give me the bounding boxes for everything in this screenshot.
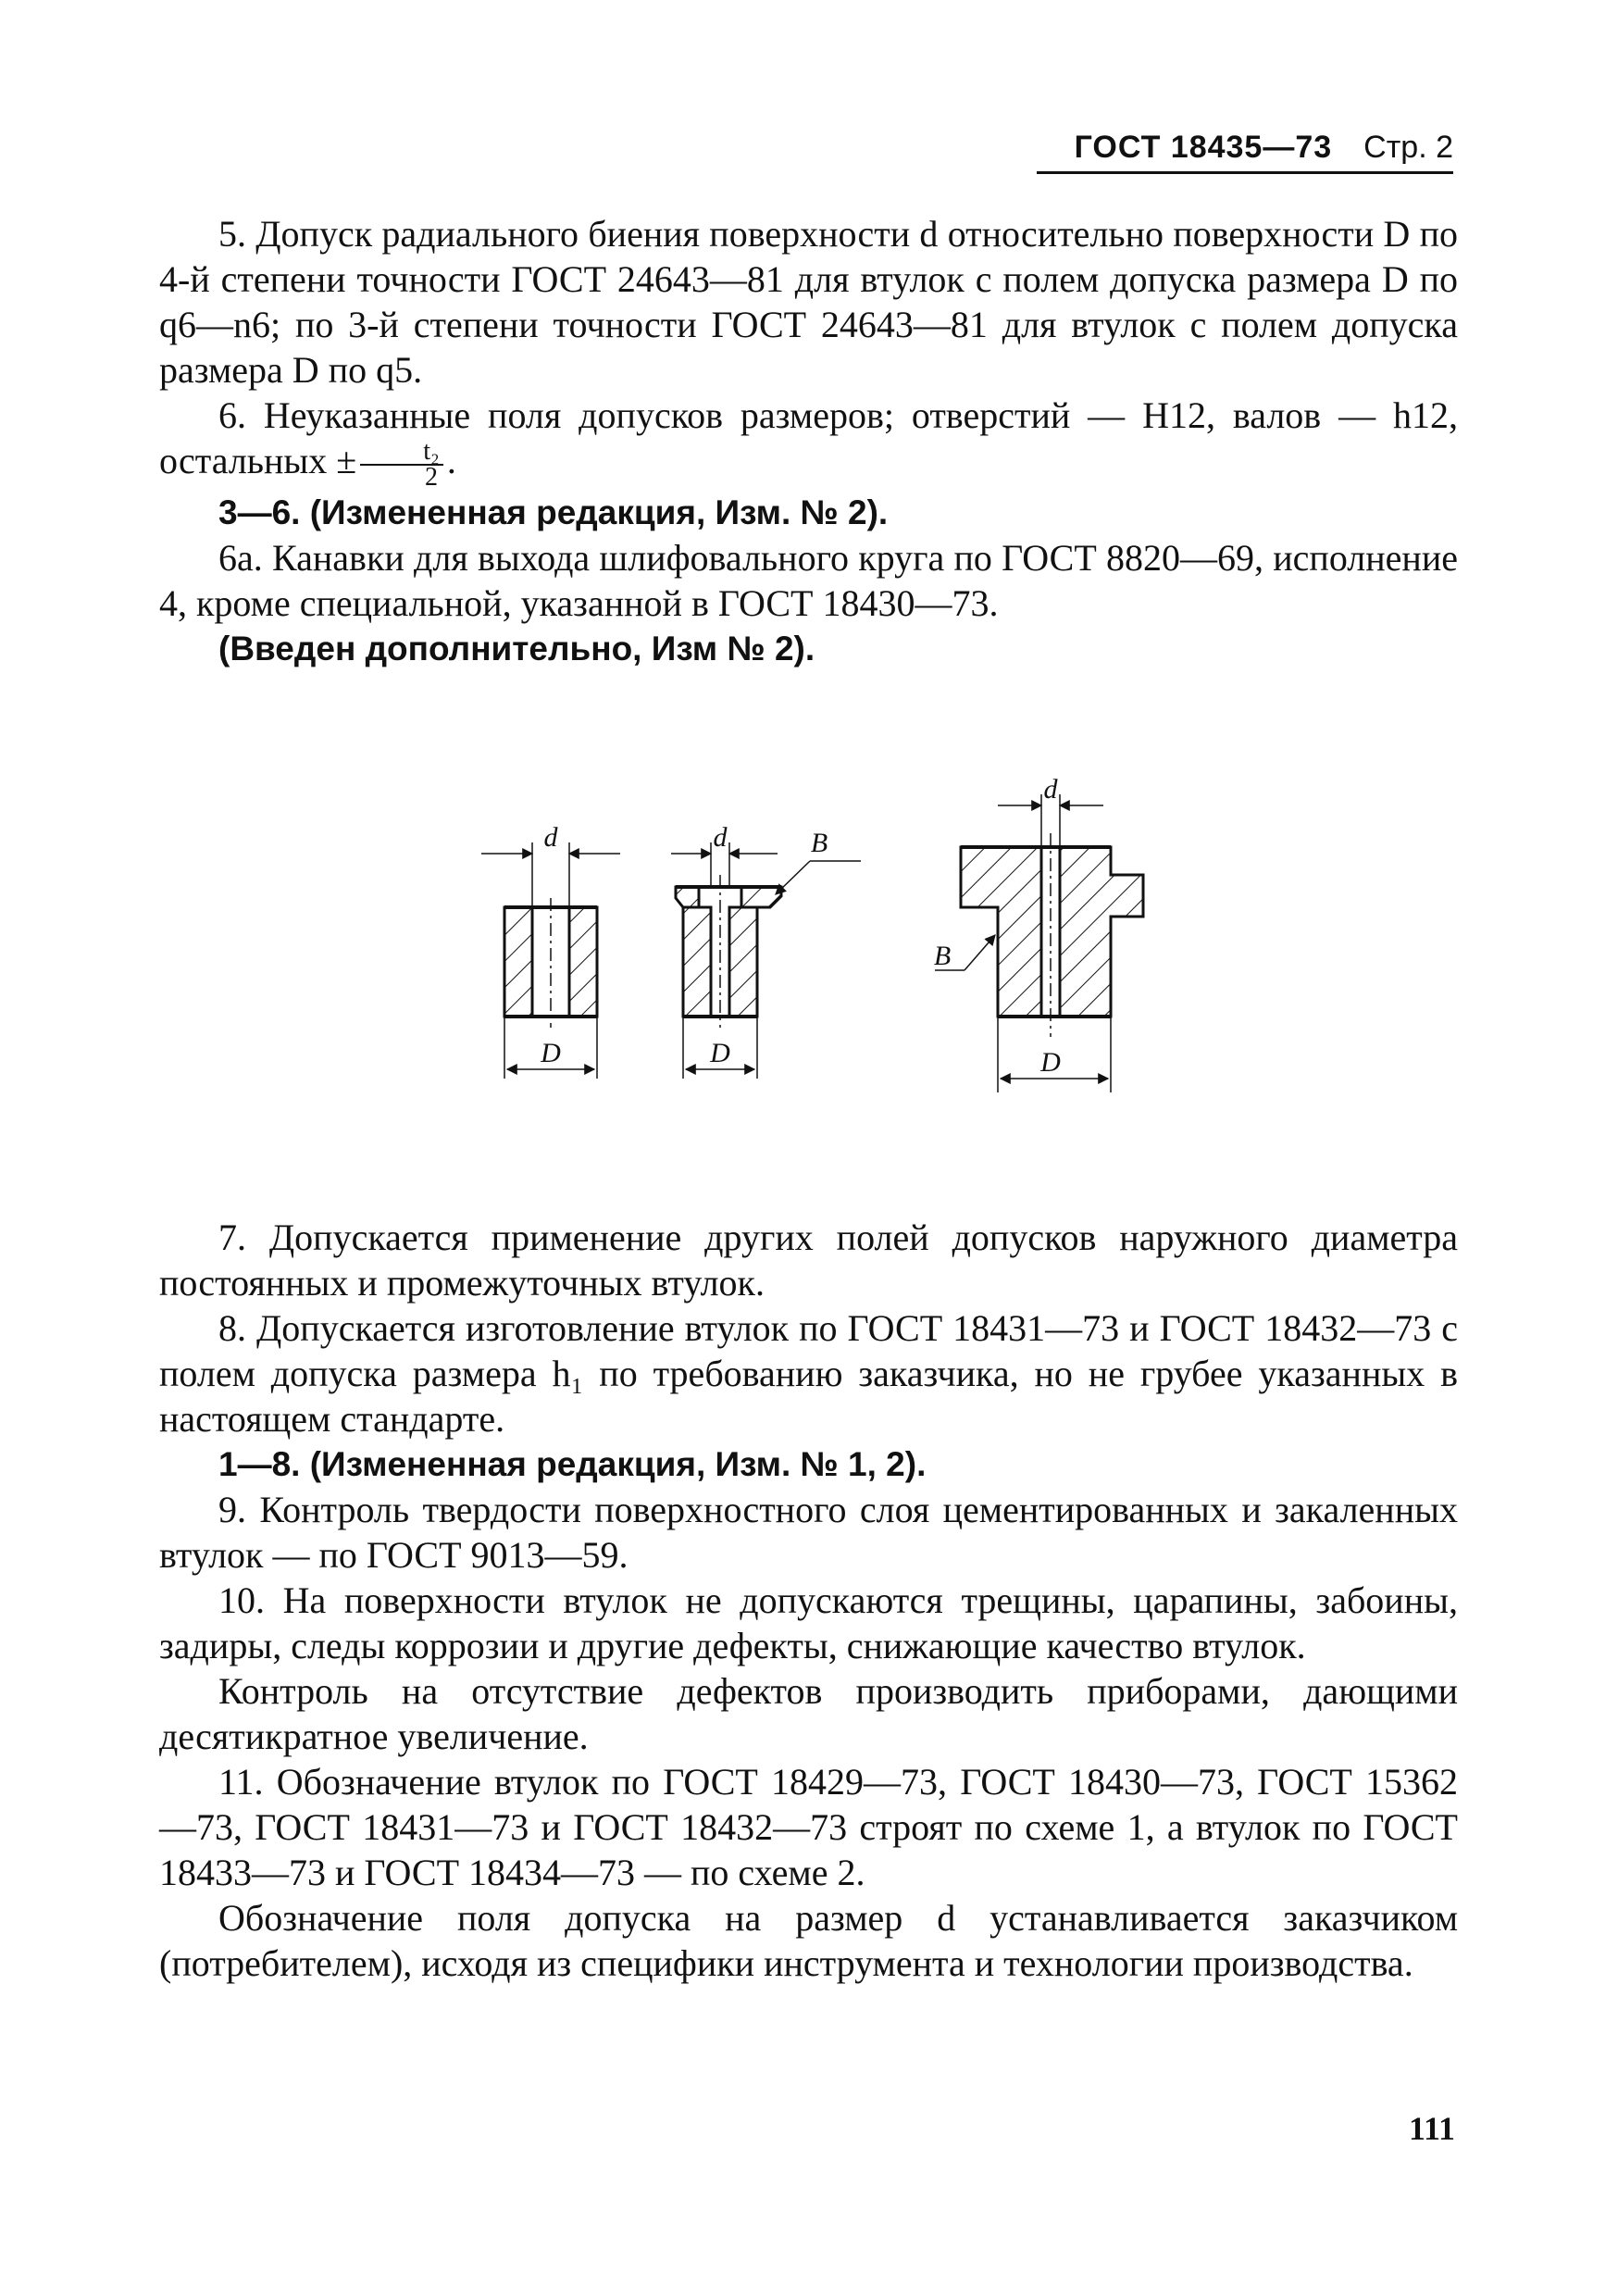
bushing-flanged [934, 774, 1143, 1092]
paragraph-item-11b: Обозначение поля допуска на размер d устанавливается заказчиком (потребителем), исходя из специфики инструмента и технологии производства. [159, 1897, 1458, 1984]
bushing-collar [671, 822, 861, 1079]
text-block-top [159, 211, 1458, 671]
note-1-8: 1—8. (Измененная редакция, Изм. № 1, 2). [218, 1445, 927, 1483]
label-d-1: d [543, 822, 558, 853]
paragraph-item-10b: Контроль на отсутствие дефектов производить приборами, дающими десятикратное увеличение. [159, 1670, 1458, 1757]
paragraph-item-10: 10. На поверхности втулок не допускаются трещины, царапины, забоины, задиры, следы коррозии и другие дефекты, снижающие качество втулок. [159, 1579, 1458, 1666]
label-D-1: D [541, 1038, 561, 1068]
page-number: 111 [1408, 2110, 1455, 2147]
page-label: Стр. 2 [1363, 130, 1453, 165]
paragraph-item-7: 7. Допускается применение других полей допусков наружного диаметра постоянных и промежуточных втулок. [159, 1217, 1458, 1304]
item-6-end: . [446, 440, 456, 481]
paragraph-item-8: 8. Допускается изготовление втулок по ГОСТ 18431—73 и ГОСТ 18432—73 с полем допуска размера h₁ по требованию заказчика, но не грубее указанных в настоящем стандарте. [159, 1307, 1458, 1440]
standard-code: ГОСТ 18435—73 [1074, 130, 1333, 165]
page-header [1037, 130, 1453, 174]
paragraph-item-5: 5. Допуск радиального биения поверхности d относительно поверхности D по 4-й степени точности ГОСТ 24643—81 для втулок с полем допуска размера D по q6—n6; по 3-й степени точности ГОСТ 24643—81 для втулок с полем допуска размера D по q5. [159, 213, 1458, 391]
label-B-1: B [810, 828, 828, 858]
fraction-numerator: t₂ [360, 440, 443, 466]
paragraph-item-9: 9. Контроль твердости поверхностного слоя цементированных и закаленных втулок — по ГОСТ 9013—59. [159, 1489, 1458, 1576]
bushing-plain [481, 822, 620, 1079]
paragraph-item-6 [159, 393, 1458, 490]
note-6a: (Введен дополнительно, Изм № 2). [218, 629, 815, 668]
label-D-3: D [1040, 1047, 1061, 1078]
bushings-figure [444, 759, 1203, 1129]
note-3-6: 3—6. (Измененная редакция, Изм. № 2). [218, 493, 889, 531]
paragraph-item-6a: 6а. Канавки для выхода шлифовального круга по ГОСТ 8820—69, исполнение 4, кроме специальной, указанной в ГОСТ 18430—73. [159, 536, 1458, 624]
label-d-2: d [713, 822, 728, 853]
bushings-drawing [444, 759, 1203, 1129]
label-B-2: B [933, 941, 952, 971]
text-block-bottom [159, 1215, 1458, 1986]
fraction-denominator: 2 [425, 462, 439, 492]
fraction [360, 436, 443, 492]
label-D-2: D [710, 1038, 730, 1068]
item-6-text: 6. Неуказанные поля допусков размеров; отверстий — H12, валов — h12, остальных ± [159, 394, 1458, 481]
paragraph-item-11: 11. Обозначение втулок по ГОСТ 18429—73, ГОСТ 18430—73, ГОСТ 15362—73, ГОСТ 18431—73 и ГОСТ 18432—73 строят по схеме 1, а втулок по ГОСТ 18433—73 и ГОСТ 18434—73 — по схеме 2. [159, 1761, 1458, 1893]
label-d-3: d [1043, 774, 1058, 805]
